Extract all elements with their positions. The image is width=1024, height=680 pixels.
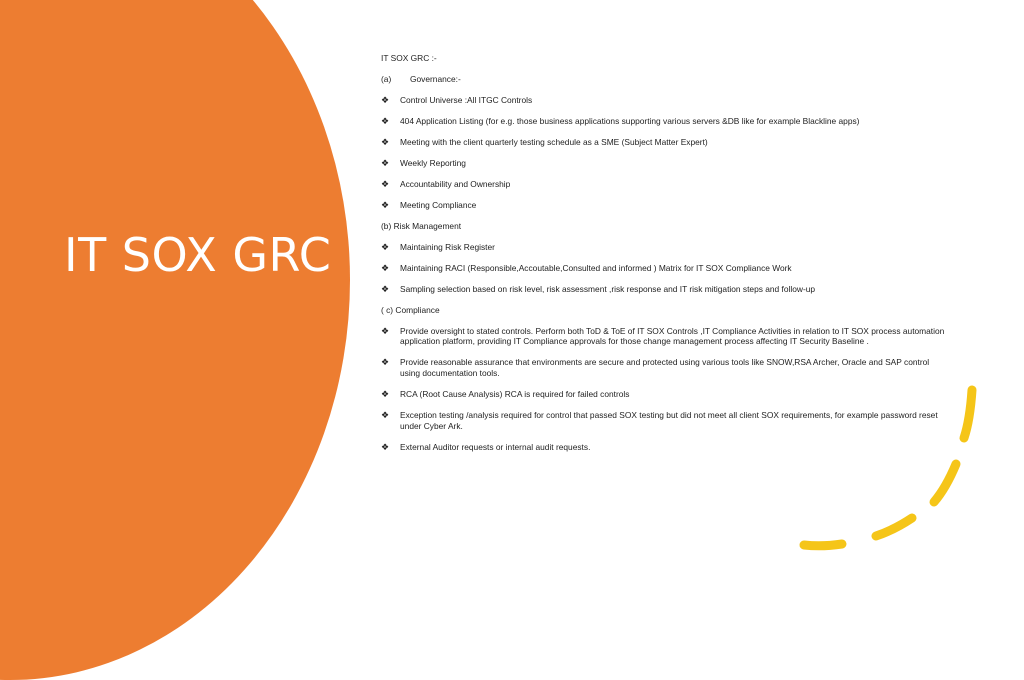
diamond-bullet-icon: ❖ xyxy=(381,94,390,105)
list-item: ❖ Control Universe :All ITGC Controls xyxy=(381,94,533,105)
list-item: ❖ Exception testing /analysis required for control that passed SOX testing but did not meet all client SOX requirements, for example password reset under Cyber Ark. xyxy=(381,409,938,431)
diamond-bullet-icon: ❖ xyxy=(381,136,390,147)
diamond-bullet-icon: ❖ xyxy=(381,283,390,294)
diamond-bullet-icon: ❖ xyxy=(381,409,390,420)
diamond-bullet-icon: ❖ xyxy=(381,199,390,210)
governance-label: Governance:- xyxy=(410,73,461,84)
intro-line: IT SOX GRC :- xyxy=(381,53,437,63)
diamond-bullet-icon: ❖ xyxy=(381,178,390,189)
list-item: ❖ External Auditor requests or internal audit requests. xyxy=(381,441,591,452)
dash-segment-3 xyxy=(876,518,912,536)
governance-heading xyxy=(381,74,951,85)
list-item: ❖ Provide reasonable assurance that environments are secure and protected using various tools like SNOW,RSA Archer, Oracle and SAP control using documentation tools. xyxy=(381,357,930,378)
dash-segment-2 xyxy=(934,464,956,502)
orange-circle-background xyxy=(0,0,350,680)
diamond-bullet-icon: ❖ xyxy=(381,357,390,368)
diamond-bullet-icon: ❖ xyxy=(381,241,390,252)
governance-number: (a) xyxy=(381,73,392,84)
list-item: ❖ Maintaining RACI (Responsible,Accoutable,Consulted and informed ) Matrix for IT SOX Compliance Work xyxy=(381,262,792,273)
diamond-bullet-icon: ❖ xyxy=(381,388,390,399)
list-item: ❖ Meeting with the client quarterly testing schedule as a SME (Subject Matter Expert) xyxy=(381,136,708,147)
dash-segment-4 xyxy=(804,544,842,546)
dashed-curve-decoration xyxy=(790,380,990,570)
dash-segment-1 xyxy=(964,390,972,438)
diamond-bullet-icon: ❖ xyxy=(381,115,390,126)
list-item: ❖ 404 Application Listing (for e.g. those business applications supporting various servers &DB like for example Blackline apps) xyxy=(381,115,860,126)
slide-title: IT SOX GRC xyxy=(64,228,332,282)
list-item: ❖ Sampling selection based on risk level, risk assessment ,risk response and IT risk mitigation steps and follow-up xyxy=(381,283,816,294)
diamond-bullet-icon: ❖ xyxy=(381,441,390,452)
diamond-bullet-icon: ❖ xyxy=(381,157,390,168)
diamond-bullet-icon: ❖ xyxy=(381,262,390,273)
list-item: ❖ Provide oversight to stated controls. Perform both ToD & ToE of IT SOX Controls ,IT Compliance Activities in relation to IT SOX process automation application platform, providing IT Compliance approvals for those change management process affecting IT Security Baseline . xyxy=(381,325,945,347)
list-item: ❖ RCA (Root Cause Analysis) RCA is required for failed controls xyxy=(381,388,630,399)
diamond-bullet-icon: ❖ xyxy=(381,325,390,336)
compliance-heading: ( c) Compliance xyxy=(381,304,440,315)
list-item: ❖ Maintaining Risk Register xyxy=(381,241,495,252)
list-item: ❖ Weekly Reporting xyxy=(381,157,466,168)
list-item: ❖ Accountability and Ownership xyxy=(381,178,511,189)
list-item: ❖ Meeting Compliance xyxy=(381,199,477,210)
risk-heading: (b) Risk Management xyxy=(381,220,462,231)
